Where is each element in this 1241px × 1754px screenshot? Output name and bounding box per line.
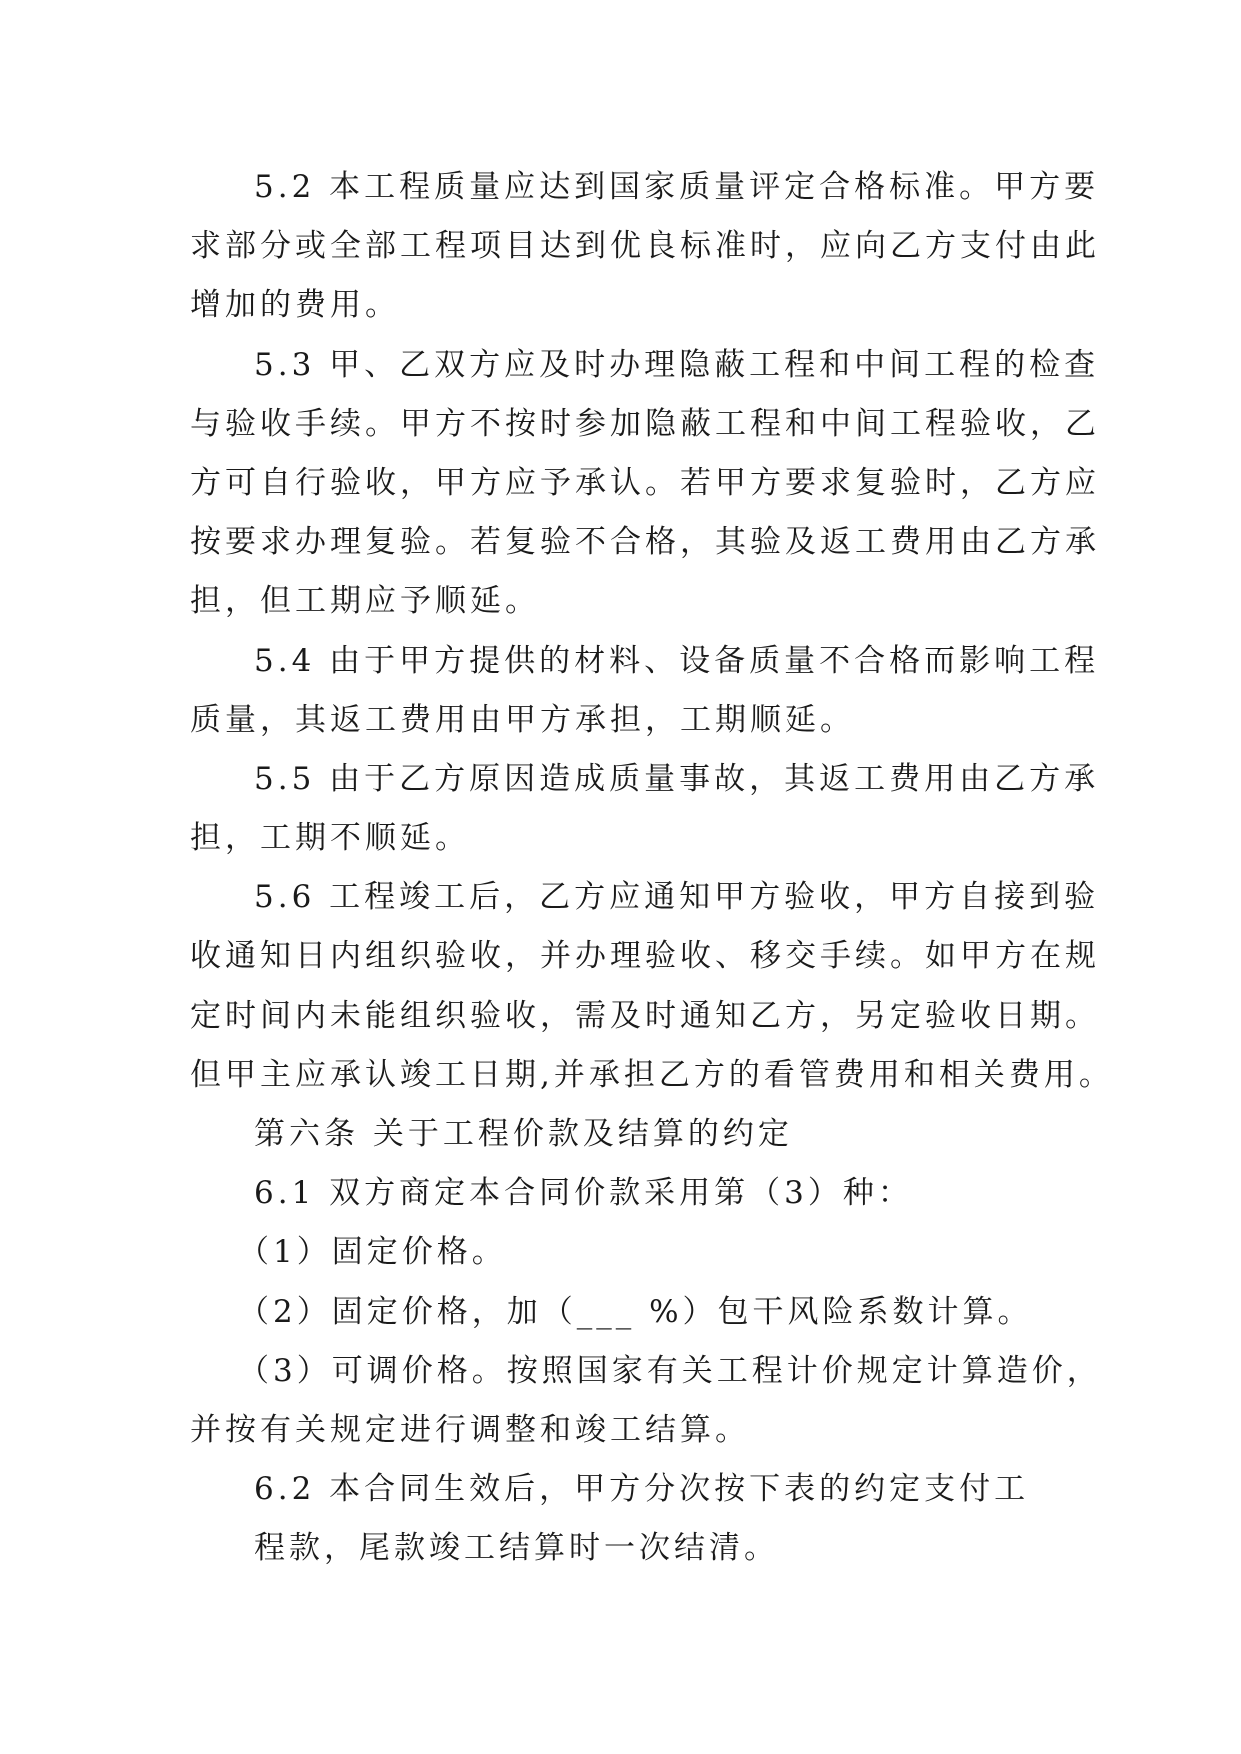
option-2: （2）固定价格，加（___ %）包干风险系数计算。: [238, 1293, 1033, 1330]
clause-5-6-line-1: 5.6 工程竣工后，乙方应通知甲方验收，甲方自接到验: [254, 879, 1100, 916]
clause-6-1-line-1: 6.1 双方商定本合同价款采用第（3）种：: [254, 1175, 913, 1212]
clause-5-3-line-5: 担，但工期应予顺延。: [190, 583, 540, 620]
clause-5-2-line-1: 5.2 本工程质量应达到国家质量评定合格标准。甲方要: [254, 169, 1100, 205]
article-6-heading: 第六条 关于工程价款及结算的约定: [254, 1116, 793, 1152]
clause-6-2-line-1: 6.2 本合同生效后，甲方分次按下表的约定支付工: [254, 1471, 1030, 1508]
clause-5-4-line-1: 5.4 由于甲方提供的材料、设备质量不合格而影响工程: [254, 642, 1100, 679]
contract-text: [190, 158, 1114, 1579]
clause-5-6-line-2: 收通知日内组织验收，并办理验收、移交手续。如甲方在规: [190, 938, 1100, 975]
clause-6-2-line-2: 程款，尾款竣工结算时一次结清。: [254, 1530, 779, 1567]
clause-5-4-line-2: 质量，其返工费用由甲方承担，工期顺延。: [190, 701, 855, 738]
clause-5-3-line-1: 5.3 甲、乙双方应及时办理隐蔽工程和中间工程的检查: [254, 346, 1100, 383]
option-1: （1）固定价格。: [238, 1234, 507, 1271]
clause-5-5-line-1: 5.5 由于乙方原因造成质量事故，其返工费用由乙方承: [254, 760, 1100, 797]
clause-5-6-line-4: 但甲主应承认竣工日期,并承担乙方的看管费用和相关费用。: [190, 1056, 1114, 1093]
clause-5-2-line-3: 增加的费用。: [190, 287, 400, 324]
option-3-line-1: （3）可调价格。按照国家有关工程计价规定计算造价，: [238, 1352, 1102, 1389]
clause-5-3-line-4: 按要求办理复验。若复验不合格，其验及返工费用由乙方承: [190, 524, 1100, 561]
clause-5-6-line-3: 定时间内未能组织验收，需及时通知乙方，另定验收日期。: [190, 997, 1100, 1034]
clause-5-2-line-2: 求部分或全部工程项目达到优良标准时，应向乙方支付由此: [190, 228, 1100, 265]
option-3-line-2: 并按有关规定进行调整和竣工结算。: [190, 1411, 750, 1448]
clause-5-3-line-3: 方可自行验收，甲方应予承认。若甲方要求复验时，乙方应: [190, 464, 1100, 501]
clause-5-5-line-2: 担，工期不顺延。: [190, 820, 470, 857]
clause-5-3-line-2: 与验收手续。甲方不按时参加隐蔽工程和中间工程验收，乙: [190, 405, 1100, 442]
